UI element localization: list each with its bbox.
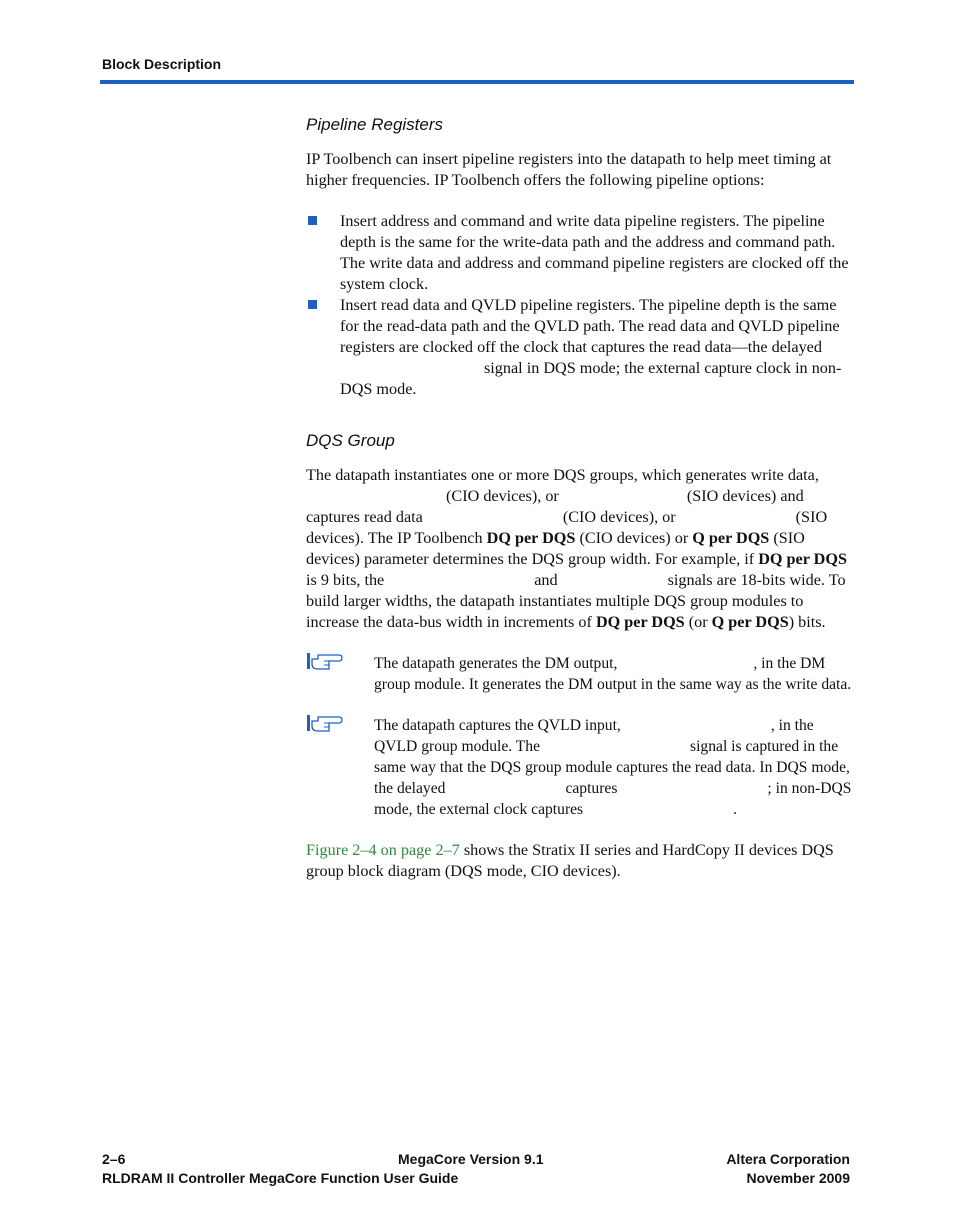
pipeline-registers-heading: Pipeline Registers (306, 115, 444, 134)
page-header-title: Block Description (102, 56, 222, 72)
note-dm-output: The datapath generates the DM output, , in the DM group module. It generates the DM output in the same way as the write data. (306, 653, 854, 695)
page-number: 2–6 (102, 1151, 126, 1167)
dqs-paragraph: The datapath instantiates one or more DQS groups, which generates write data,(CIO devices), or (SIO devices) and captures read data (CIO devices), or (SIO devices). The IP Toolbench DQ per DQS (CIO devices) or Q per DQS (SIO devices) parameter determines the DQS group width. For example, if DQ per DQS is 9 bits, the and signals are 18-bits wide. To build larger widths, the datapath instantiates multiple DQS group modules to increase the data-bus width in increments of DQ per DQS (or Q per DQS) bits. (306, 466, 847, 631)
publication-date: November 2009 (746, 1170, 850, 1186)
pointing-hand-icon (306, 650, 344, 672)
footer-right (726, 1150, 850, 1188)
version-label: MegaCore Version 9.1 (398, 1151, 544, 1167)
closing-paragraph: Figure 2–4 on page 2–7 shows the Stratix II series and HardCopy II devices DQS group block diagram (DQS mode, CIO devices). (306, 841, 834, 880)
list-item: Insert address and command and write data pipeline registers. The pipeline depth is the same for the write-data path and the address and command path. The write data and address and command pipeline registers are clocked off the system clock. (306, 211, 854, 295)
note-qvld-input: The datapath captures the QVLD input, , in the QVLD group module. The signal is captured in the same way that the DQS group module captures the read data. In DQS mode, the delayed captures ; in non-DQS mode, the external clock captures . (306, 715, 854, 820)
header-rule (100, 80, 854, 84)
pointing-hand-icon (306, 712, 344, 734)
footer-center (398, 1150, 544, 1169)
pipeline-intro: IP Toolbench can insert pipeline registers into the datapath to help meet timing at higher frequencies. IP Toolbench offers the following pipeline options: (306, 150, 832, 189)
dqs-group-heading: DQS Group (306, 431, 395, 450)
pipeline-options-list (306, 211, 854, 400)
figure-cross-reference-link[interactable]: Figure 2–4 on page 2–7 (306, 841, 460, 859)
list-item: Insert read data and QVLD pipeline registers. The pipeline depth is the same for the read-data path and the QVLD path. The read data and QVLD pipeline registers are clocked off the clock that captures the read data—the delayedsignal in DQS mode; the external capture clock in non-DQS mode. (306, 295, 854, 400)
company-name: Altera Corporation (726, 1151, 850, 1167)
square-bullet-icon (308, 216, 317, 225)
square-bullet-icon (308, 300, 317, 309)
guide-title: RLDRAM II Controller MegaCore Function User Guide (102, 1170, 459, 1186)
main-content (306, 114, 854, 882)
